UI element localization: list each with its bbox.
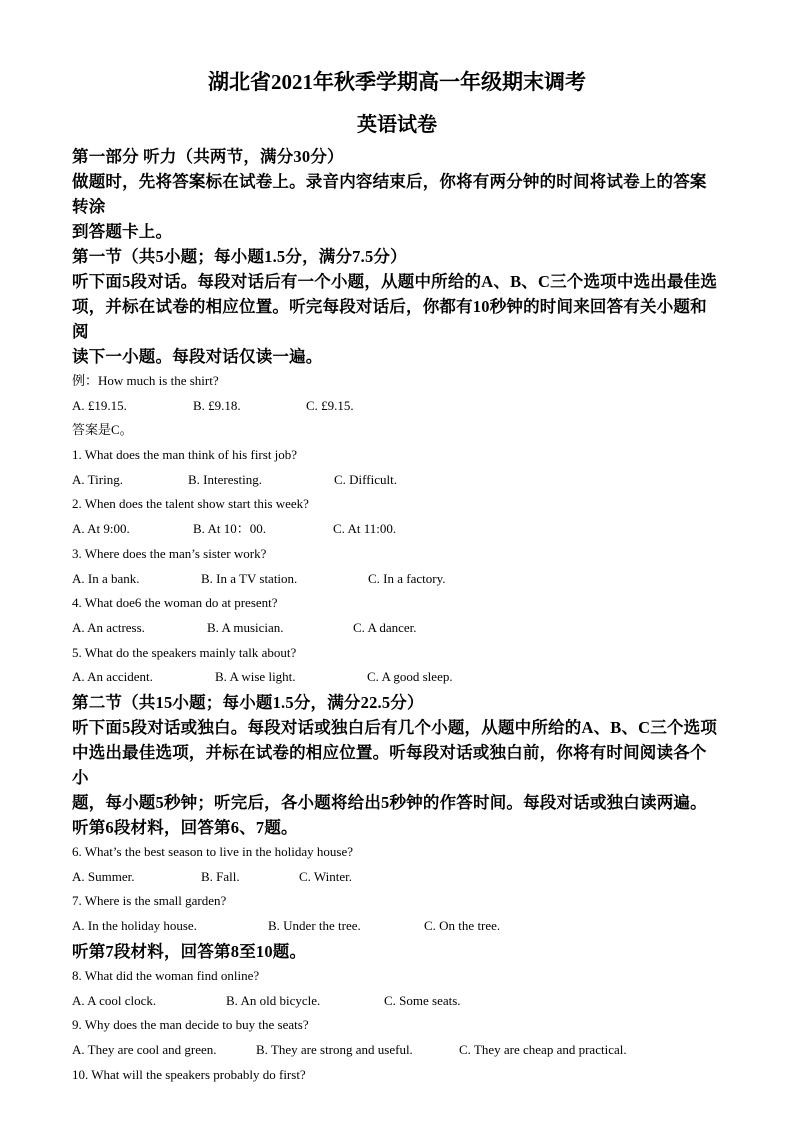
material-7-heading: 听第7段材料，回答第8至10题。 (72, 941, 307, 961)
option-a: A. Summer. (72, 868, 135, 884)
exam-page (72, 66, 722, 1087)
section1-instruction-line: 项，并标在试卷的相应位置。听完每段对话后，你都有10秒钟的时间来回答有关小题和阅 (72, 297, 707, 341)
option-a: A. £19.15. (72, 397, 127, 413)
question-3-options (72, 567, 722, 592)
section1-heading: 第一节（共5小题；每小题1.5分，满分7.5分） (72, 247, 407, 266)
option-a: A. They are cool and green. (72, 1041, 217, 1057)
option-a: A. At 9:00. (72, 521, 130, 537)
option-a: A. A cool clock. (72, 992, 157, 1008)
question-4: 4. What doe6 the woman do at present? (72, 595, 278, 611)
question-9-options (72, 1038, 722, 1063)
option-b: B. A musician. (207, 619, 284, 635)
part1-instruction-line: 到答题卡上。 (72, 222, 173, 241)
option-a: A. An actress. (72, 619, 145, 635)
question-4-options (72, 616, 722, 641)
example-question: 例：How much is the shirt? (72, 373, 219, 388)
section2-instruction-line: 中选出最佳选项，并标在试卷的相应位置。听每段对话或独白前，你将有时间阅读各个小 (72, 743, 707, 788)
question-8: 8. What did the woman find online? (72, 967, 260, 983)
section2-heading: 第二节（共15小题；每小题1.5分，满分22.5分） (72, 693, 424, 713)
option-b: B. In a TV station. (201, 570, 298, 586)
material-6-heading: 听第6段材料，回答第6、7题。 (72, 818, 298, 838)
question-7-options (72, 914, 722, 939)
option-c: C. A good sleep. (367, 669, 453, 685)
question-1-options (72, 468, 722, 493)
question-2: 2. When does the talent show start this week? (72, 496, 309, 512)
option-b: B. Fall. (201, 868, 240, 884)
option-c: C. Winter. (299, 868, 353, 884)
option-b: B. A wise light. (215, 669, 296, 685)
question-8-options (72, 989, 722, 1014)
option-a: A. In a bank. (72, 570, 140, 586)
option-c: C. They are cheap and practical. (459, 1041, 627, 1057)
option-c: C. A dancer. (353, 619, 417, 635)
question-7: 7. Where is the small garden? (72, 893, 227, 909)
question-2-options (72, 517, 722, 542)
question-6: 6. What’s the best season to live in the holiday house? (72, 844, 354, 860)
option-b: B. £9.18. (193, 397, 241, 413)
section1-instruction-line: 听下面5段对话。每段对话后有一个小题，从题中所给的A、B、C三个选项中选出最佳选 (72, 272, 718, 291)
example-answer: 答案是C。 (72, 422, 133, 438)
option-c: C. At 11:00. (333, 521, 397, 537)
section2-instruction-line: 听下面5段对话或独白。每段对话或独白后有几个小题，从题中所给的A、B、C三个选项 (72, 718, 718, 738)
question-5-options (72, 665, 722, 690)
question-1: 1. What does the man think of his first job? (72, 447, 298, 463)
question-3: 3. Where does the man’s sister work? (72, 545, 267, 561)
question-10: 10. What will the speakers probably do first? (72, 1066, 306, 1082)
option-b: B. At 10：00. (193, 521, 266, 537)
option-a: A. Tiring. (72, 471, 123, 487)
part1-instruction-line: 做题时，先将答案标在试卷上。录音内容结束后，你将有两分钟的时间将试卷上的答案转涂 (72, 172, 707, 216)
option-a: A. In the holiday house. (72, 918, 197, 934)
question-5: 5. What do the speakers mainly talk about? (72, 644, 297, 660)
option-b: B. An old bicycle. (226, 992, 321, 1008)
option-c: C. Difficult. (334, 471, 397, 487)
example-options (72, 394, 722, 419)
question-9: 9. Why does the man decide to buy the seats? (72, 1017, 309, 1033)
option-b: B. They are strong and useful. (256, 1041, 413, 1057)
option-c: C. Some seats. (384, 992, 461, 1008)
option-c: C. On the tree. (424, 918, 501, 934)
option-a: A. An accident. (72, 669, 153, 685)
section2-instruction-line: 题，每小题5秒钟；听完后，各小题将给出5秒钟的作答时间。每段对话或独白读两遍。 (72, 793, 707, 813)
part1-heading: 第一部分 听力（共两节，满分30分） (72, 147, 344, 166)
option-b: B. Under the tree. (268, 918, 361, 934)
exam-title: 湖北省2021年秋季学期高一年级期末调考 (208, 70, 586, 94)
question-6-options (72, 865, 722, 890)
section1-instruction-line: 读下一小题。每段对话仅读一遍。 (72, 347, 323, 366)
exam-subtitle: 英语试卷 (357, 114, 437, 136)
option-c: C. In a factory. (368, 570, 446, 586)
option-b: B. Interesting. (188, 471, 263, 487)
option-c: C. £9.15. (306, 397, 354, 413)
